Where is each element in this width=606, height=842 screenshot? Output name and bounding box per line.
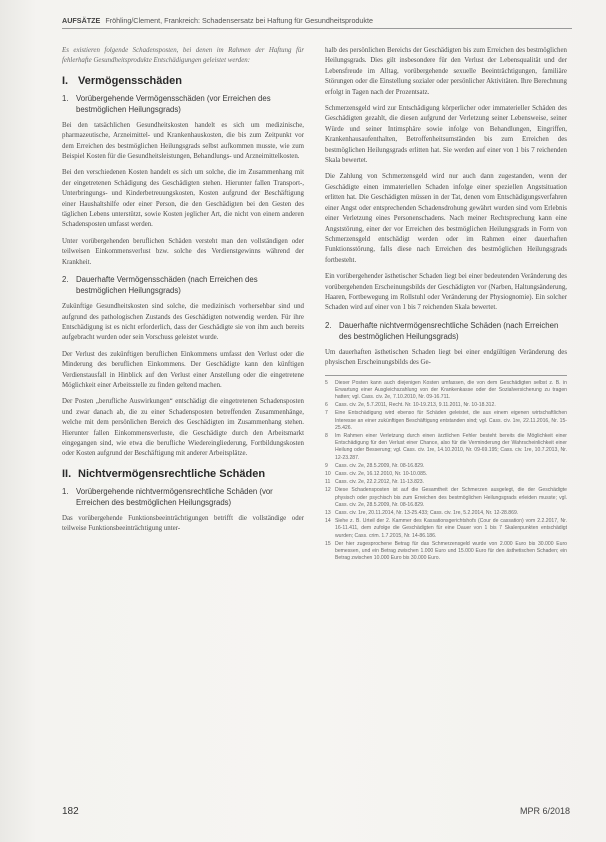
subsection-heading-2-2 (325, 320, 567, 342)
body-paragraph: Unter vorübergehenden beruflichen Schäden versteht man den vollständigen oder teilweisen Einkommensverlust bzw. solche des Verdienstgewinns während der Krankheit. (62, 237, 304, 266)
footnote (325, 410, 567, 432)
footnote (325, 479, 567, 486)
footnote (325, 510, 567, 517)
section-title: Vermögensschäden (78, 74, 182, 87)
body-paragraph: Ein vorübergehender ästhetischer Schaden liegt bei einer bedeutenden Veränderung des vorübergehenden Erscheinungsbilds der Geschädigten vor (Narben, Haltungsänderung, Haaren, Fortbewegung im Rollstuhl oder Veränderung der Physiognomie). Ein solcher Schaden wird auf einer von 1 bis 7 reichenden Skala bewertet. (325, 273, 567, 312)
subsection-heading-1-2 (62, 274, 304, 296)
right-column (325, 46, 567, 563)
section-number: I. (62, 74, 69, 87)
footnotes (325, 375, 567, 563)
subsection-number: 1. (62, 486, 69, 496)
footnote (325, 518, 567, 540)
body-paragraph: Schmerzensgeld wird zur Entschädigung körperlicher oder immaterieller Schäden des Geschädigten gezahlt, die diesen aufgrund der Verletzung seiner Lebensweise, seiner Würde und seiner Intimsphäre sowie infolge von Behandlungen, Eingriffen, Krankenhausaufenthalten, Betroffenheitsumständen bis zum Erreichen des bestmöglichen Heilungsgrads erlitten hat. Sie werden auf einer von 1 bis 7 reichenden Skala bewertet. (325, 105, 567, 165)
footnote-number: 7 (325, 410, 328, 417)
body-paragraph: Das vorübergehende Funktionsbeeinträchtigungen betrifft die vollständige oder teilweise Funktionsbeeinträchtigung unter- (62, 514, 304, 533)
footnote-text: Eine Entschädigung wird ebenso für Schäden geleistet, die aus einem eigenen wirtschaftlichen Interesse an einer zukünftigen Beschäftigung entstanden sind; vgl. Cass. civ. 1re, 22.11.2016, Nr. 15-25.426. (335, 410, 567, 431)
body-paragraph: Bei den verschiedenen Kosten handelt es sich um solche, die im Zusammenhang mit der eingetretenen Schädigung des Geschädigten stehen. Hierunter fallen Transport-, Unterbringungs- und Kinderbetreuungskosten, Kosten aufgrund der Beschäftigung einer Haushaltshilfe oder einer Person, die den Geschädigten bei den Gesten des täglichen Lebens unterstützt, sowie Kosten jeglicher Art, die nicht von einem anderen Schadensposten umfasst werden. (62, 169, 304, 229)
subsection-heading-2-1 (62, 486, 304, 508)
footnote-number: 11 (325, 479, 331, 486)
footnote-text: Cass. civ. 2e, 22.2.2012, Nr. 11-13.823. (335, 479, 425, 486)
journal-reference: MPR 6/2018 (520, 806, 571, 816)
subsection-heading-1-1 (62, 93, 304, 115)
section-title: Nichtvermögensrechtliche Schäden (78, 467, 266, 480)
footnote-text: Cass. civ. 2e, 5.7.2011, Recht. Nr. 10-19.213, 9.11.2011, Nr. 10-18.312. (335, 402, 496, 409)
footnote (325, 402, 567, 409)
intro-paragraph: Es existieren folgende Schadensposten, bei denen im Rahmen der Haftung für fehlerhafte Gesundheitsprodukte Entschädigungen geleistet werden: (62, 47, 304, 65)
footnote (325, 541, 567, 563)
footnote-text: Diese Schadensposten ist auf die Gesamtheit der Schmerzen ausgelegt, die der Geschädigte physisch oder psychisch bis zum Erreichen des bestmöglichen Heilungsgrads erleiden musste; vgl. Cass. civ. 2e, 28.5.2009, Nr. 08-16.829. (335, 487, 567, 508)
body-paragraph: Bei den tatsächlichen Gesundheitskosten handelt es sich um medizinische, pharmazeutische, Arzneimittel- und Krankenhauskosten, die bis zum Zeitpunkt vor dem Erreichen des bestmöglichen Heilungsgrads selbst aufkommen musste, wie zum Beispiel Kosten für die Gesundheitsleistungen, Behandlungs- und Arzneimittelkosten. (62, 121, 304, 161)
section-number: II. (62, 467, 72, 480)
footnote (325, 471, 567, 478)
footnote-text: Siehe z. B. Urteil der 2. Kammer des Kassationsgerichtshofs (Cour de cassation) vom 2.2.2017, Nr. 16-11.411, dem zufolge die Geschädigten für eine Dauer von 1 bis 7 Skalenpunkten entschädigt wurden; Cass. crim. 1.7.2015, Nr. 14-86.186. (335, 518, 567, 539)
subsection-title: Dauerhafte nichtvermögensrechtliche Schäden (nach Erreichen des bestmöglichen Heilungsgrads) (339, 320, 559, 341)
footnote (325, 487, 567, 509)
body-paragraph: Zukünftige Gesundheitskosten sind solche, die medizinisch vorhersehbar sind und aufgrund des pathologischen Zustands des Geschädigten notwendig werden. Für ihre Entschädigung ist es nicht erforderlich, dass der Geschädigte sie von ihm auch bereits aufgebracht wurden oder sein Vorschuss geleistet wurde. (62, 303, 304, 342)
footnote-number: 10 (325, 471, 331, 477)
footnote (325, 433, 567, 462)
body-paragraph: Der Verlust des zukünftigen beruflichen Einkommens umfasst den Verlust oder die Minderung des beruflichen Einkommens. Der Geschädigte kann den künftigen Verdienstausfall in Hinblick auf den Verlust einer Anstellung oder die eingetretene Möglichkeit einer Arbeitsstelle zu finden geltend machen. (62, 350, 304, 389)
subsection-number: 2. (325, 320, 332, 330)
section-tag: AUFSÄTZE (62, 16, 101, 25)
subsection-title: Vorübergehende Vermögensschäden (vor Erreichen des bestmöglichen Heilungsgrads) (76, 93, 271, 114)
section-heading-1 (62, 75, 304, 87)
subsection-title: Vorübergehende nichtvermögensrechtliche Schäden (vor Erreichen des bestmöglichen Heilungsgrads) (76, 486, 273, 507)
left-column (62, 46, 304, 541)
footnote-text: Cass. civ. 2e, 28.5.2009, Nr. 08-16.829. (335, 462, 425, 469)
footnote-number: 8 (325, 432, 328, 439)
footnote-number: 13 (325, 510, 331, 517)
subsection-number: 2. (62, 275, 69, 285)
footnote-number: 12 (325, 487, 331, 494)
footnote-number: 9 (325, 462, 328, 469)
body-paragraph: Um dauerhaften ästhetischen Schaden liegt bei einer endgültigen Veränderung des physischen Erscheinungsbilds des Ge- (325, 348, 567, 367)
footnote-text: Dieser Posten kann auch diejenigen Kosten umfassen, die von dem Geschädigten selbst z. B. in Erwartung einer Ausgleichszahlung von der Krankenkasse oder der Sozialversicherung zu tragen hatten; vgl. Cass. civ. 2e, 7.10.2010, Nr. 09-16.711. (335, 379, 567, 400)
footnote-number: 14 (325, 518, 331, 525)
section-heading-2 (62, 468, 304, 480)
subsection-title: Dauerhafte Vermögensschäden (nach Erreichen des bestmöglichen Heilungsgrads) (76, 275, 258, 296)
page-number: 182 (62, 806, 79, 817)
body-paragraph: Der Posten „berufliche Auswirkungen“ entschädigt die eingetretenen Schadensposten und zwar danach ab, die zu einer Schadensposten betreffenden Zusammenhänge, welche mit dem persönlichen Bereich des Geschädigten im Zusammenhang stehen. Hierunter fallen Einkommensverluste, die Geschädigte durch den Arbeitsmarkt eingegangen sind, wie etwa die berufliche Wiedereingliederung, Fortbildungskosten oder Kosten aufgrund der Beschäftigung mit anderer Arbeitsplätze. (62, 398, 304, 458)
subsection-number: 1. (62, 93, 69, 103)
footnote-number: 5 (325, 379, 328, 386)
footnote-text: Cass. civ. 2e, 16.12.2010, Nr. 10-10.085. (335, 471, 428, 477)
footnote-text: Im Rahmen einer Verletzung durch einen ärztlichen Fehler besteht bereits die Möglichkeit einer Entschädigung für den Verlust einer Chance, also für die Verminderung der Wahrscheinlichkeit einer Heilung oder Besserung; vgl. Cass. civ. 1re, 14.10.2010, Nr. 09-69.195; Cass. civ. 1re, 10.7.2013, Nr. 12-23.287. (335, 432, 567, 461)
footnote-text: Cass. civ. 1re, 20.11.2014, Nr. 13-25.433; Cass. civ. 1re, 5.2.2014, Nr. 12-28.869. (335, 510, 519, 517)
footnote (325, 380, 567, 402)
body-paragraph: Die Zahlung von Schmerzensgeld wird nur auch dann zugestanden, wenn der Geschädigte einen immateriellen Schaden infolge einer speziellen Angstsituation erlitten hat. Die Geschädigten müssen in der Tat, denen vom Entschädigungsverfahren einer Angst oder entsprechenden Schadensdrohung gewährt wurden sind vom Erlebnis einer Verletzung eines Personenschadens. Nach meiner Rechtsprechung kann eine Angststörung, einer der vor Erreichen des bestmöglichen Heilungsgrads in Form von Schmerzensgeld entschädigt werden oder im Rahmen einer dauerhaften Funktionsstörung, falls diese nach Erreichen des bestmöglichen Heilungsgrads fortbesteht. (325, 173, 567, 264)
footnote-number: 6 (325, 402, 328, 409)
footnote-text: Der hier zugesprochene Betrag für das Schmerzensgeld wurde von 2.000 Euro bis 30.000 Euro bemessen, und ein Betrag zwischen 1.000 Euro und 15.000 Euro für den ästhetischen Schaden; ein Betrag zwischen 10.000 Euro bis 30.000 Euro. (335, 540, 567, 562)
running-title: Fröhling/Clement, Frankreich: Schadensersatz bei Haftung für Gesundheitsprodukte (105, 16, 374, 25)
footnote (325, 463, 567, 470)
body-paragraph: halb des persönlichen Bereichs der Geschädigten bis zum Erreichen des bestmöglichen Heilungsgrads. Dies gilt insbesondere für den Verlust der Lebensqualität und der Lebensfreude im Alltag, vorübergehende sexuelle Beeinträchtigungen, familiäre Störungen oder die Einstellung sozialer oder persönlicher Aktivitäten. Ihre Berechnung erfolgt in Tagen nach der Prozentsatz. (325, 47, 567, 96)
footnote-number: 15 (325, 540, 331, 547)
running-head (62, 16, 572, 29)
